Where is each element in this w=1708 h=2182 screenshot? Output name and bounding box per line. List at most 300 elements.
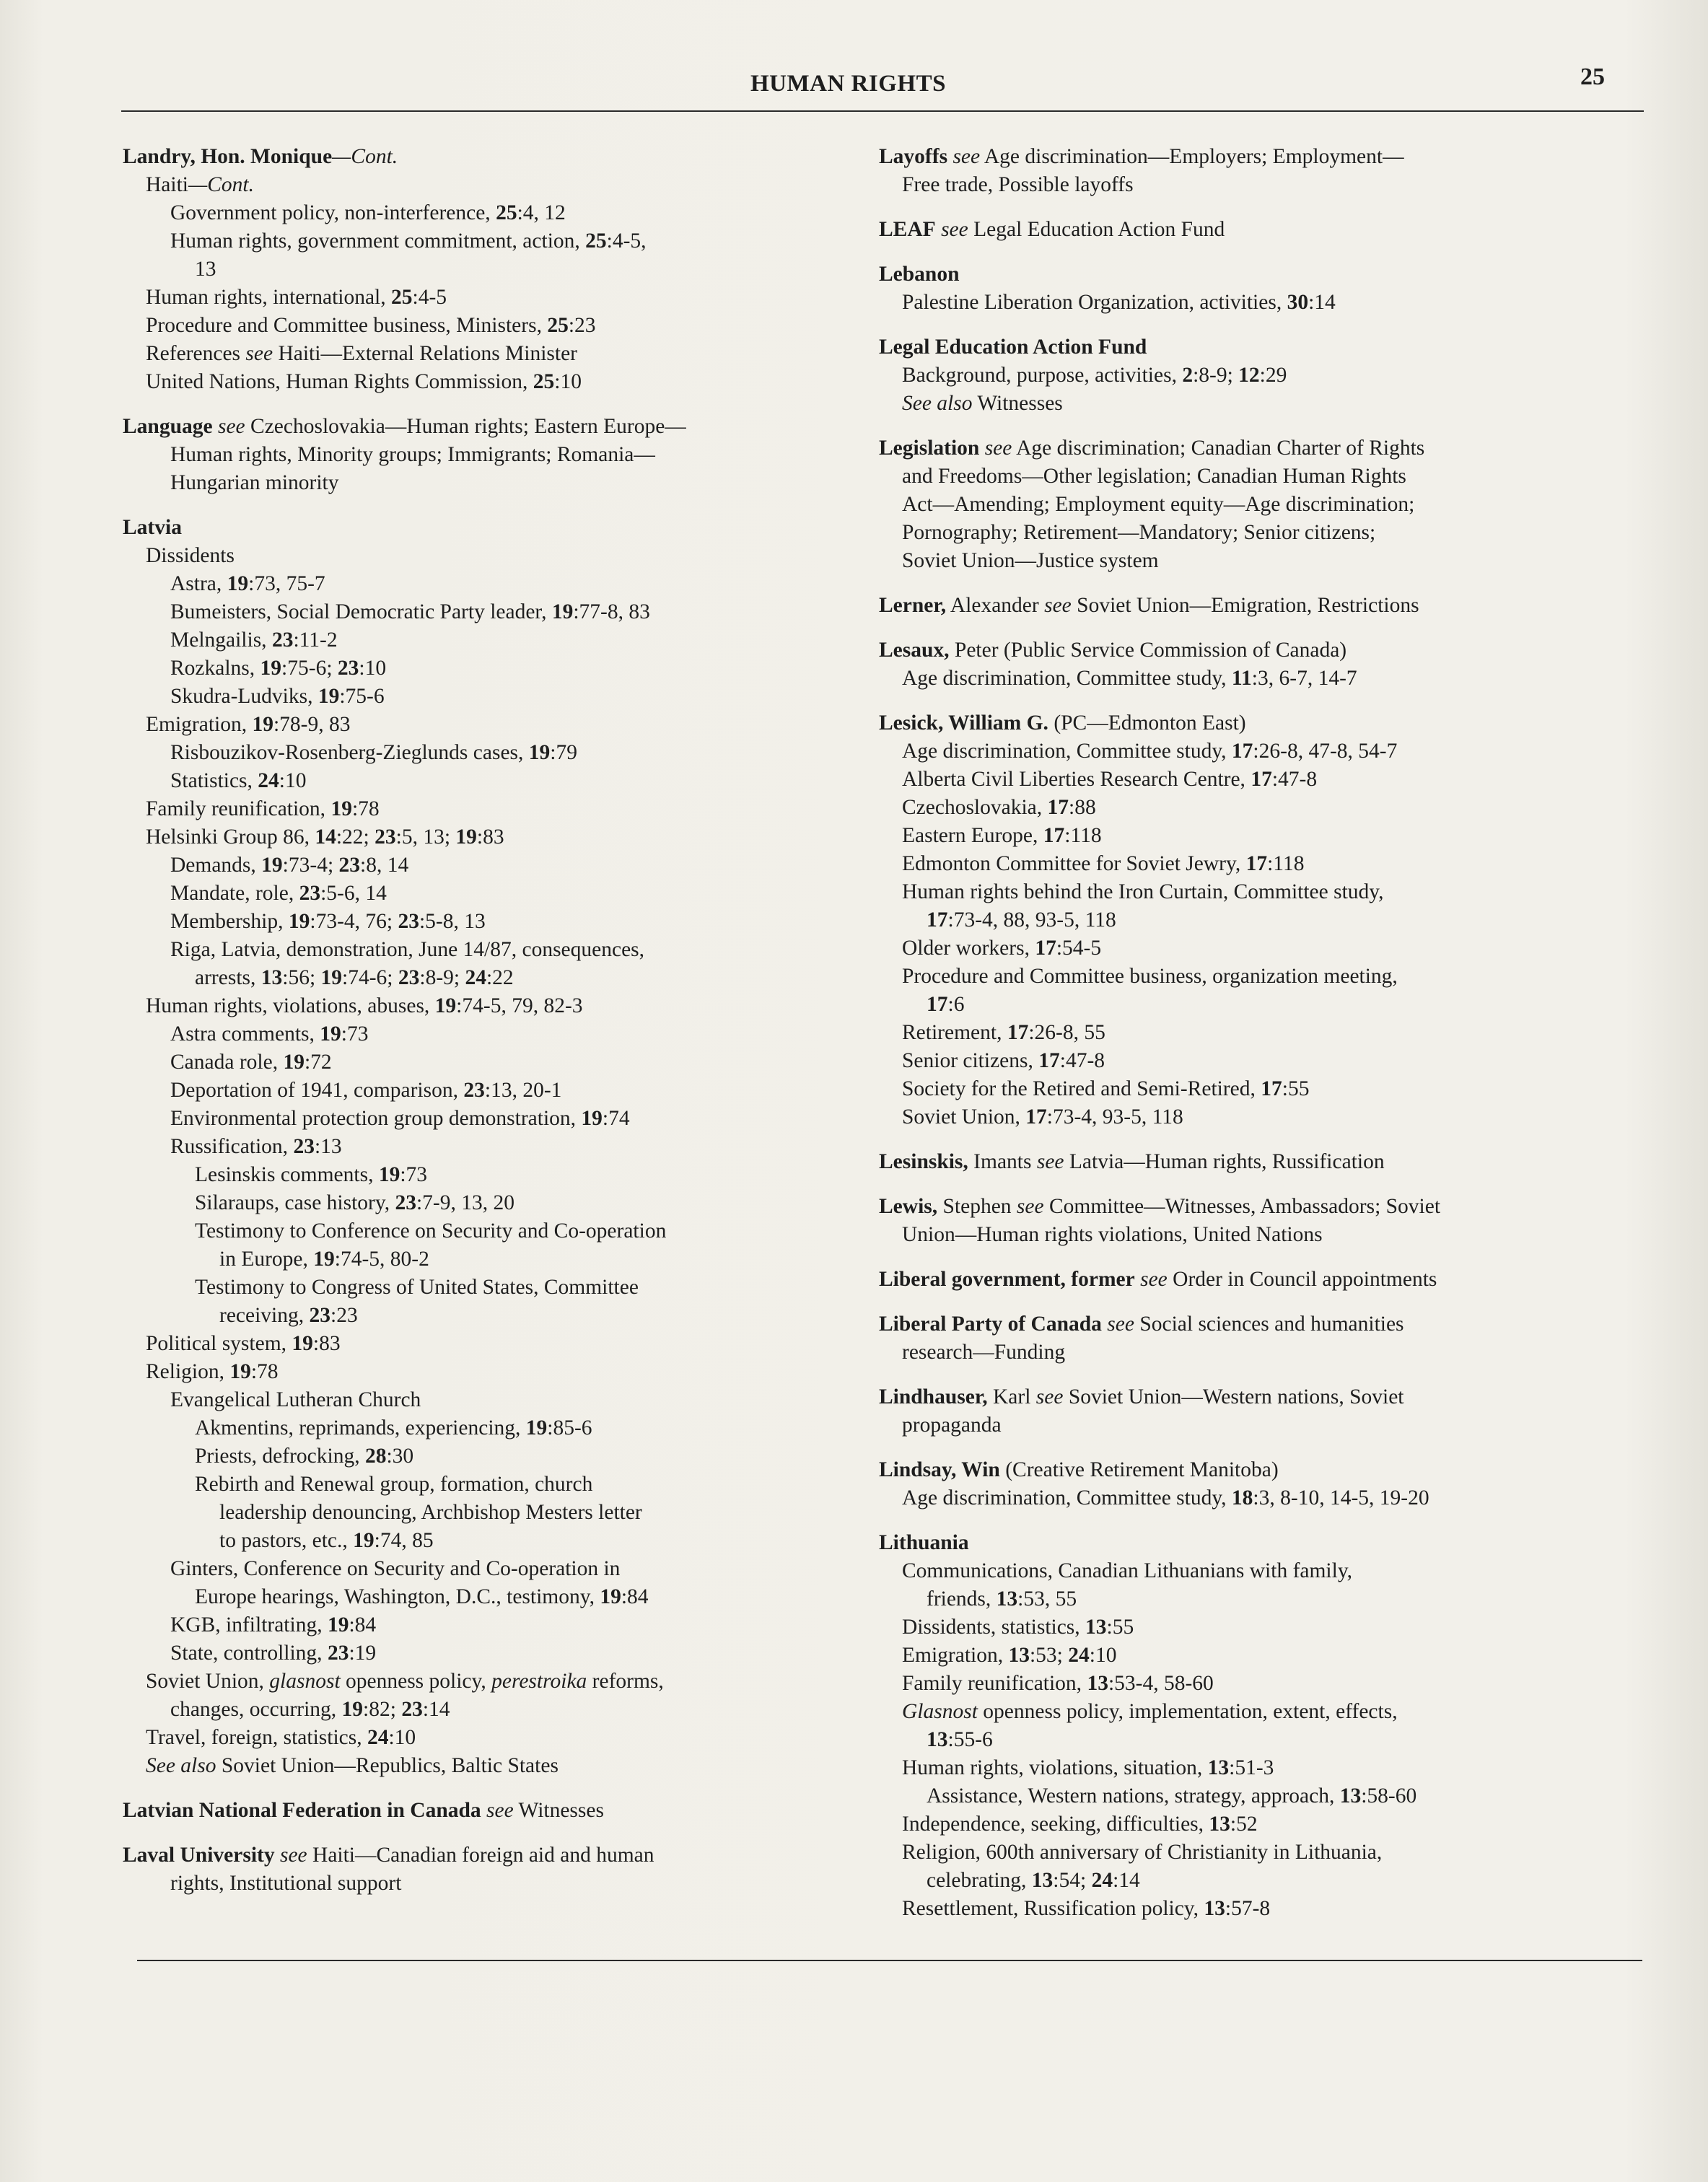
entry-heading-line [879, 592, 1615, 620]
subentry-line [879, 1613, 1615, 1642]
entry-text: Background, purpose, activities, [902, 364, 1183, 387]
entry-text: Melngailis, [170, 628, 272, 652]
entry-text: :29 [1259, 364, 1287, 387]
issue-ref: 25 [533, 370, 555, 393]
subentry-line [123, 598, 859, 626]
entry-text: Edmonton Committee for Soviet Jewry, [902, 852, 1246, 875]
subentry-line [123, 1752, 859, 1780]
bold-text: 19 [353, 1529, 375, 1552]
italic-text: see [1016, 1195, 1044, 1218]
bold-text: Lindsay, Win [879, 1458, 1000, 1481]
entry-text: State, controlling, [170, 1642, 328, 1665]
bold-text: Lesinskis, [879, 1150, 968, 1173]
cross-reference: rights, Institutional support [170, 1872, 402, 1895]
subentry-line [123, 1442, 859, 1471]
entry-text: Canada role, [170, 1051, 284, 1074]
italic-text: See also [146, 1754, 216, 1777]
subentry-line [879, 1698, 1615, 1726]
see-reference: see [245, 342, 273, 365]
italic-text: see [1036, 1150, 1064, 1173]
bold-text: 13 [927, 1728, 948, 1751]
bold-text: 14 [315, 825, 336, 849]
entry-text: Alexander [946, 594, 1045, 617]
subentry-line [123, 880, 859, 908]
bold-text: 19 [313, 1248, 335, 1271]
entry-text: Union—Human rights violations, United Nations [902, 1223, 1323, 1246]
entry-text: :84 [349, 1613, 377, 1636]
entry-text: :73, 75-7 [248, 572, 325, 595]
subentry-line [879, 991, 1615, 1019]
entry-text: :6 [947, 993, 965, 1016]
entry-text: :8, 14 [360, 854, 409, 877]
entry-text: :55-6 [947, 1728, 993, 1751]
entry-text: :73-4, 93-5, 118 [1046, 1105, 1183, 1129]
entry-heading: Language [123, 415, 213, 438]
entry-text: in Europe, [219, 1248, 314, 1271]
subentry-line [123, 964, 859, 992]
entry-text: Astra comments, [170, 1022, 320, 1046]
entry-text: Lesinskis comments, [195, 1163, 379, 1186]
entry-text: leadership denouncing, Archbishop Mesters letter [219, 1501, 642, 1524]
entry-text: receiving, [219, 1304, 310, 1327]
entry-text: :7-9, 13, 20 [416, 1191, 514, 1214]
entry-text: Religion, 600th anniversary of Christianity in Lithuania, [902, 1841, 1383, 1864]
subentry-line [879, 934, 1615, 963]
bold-text: Lesick, William G. [879, 711, 1048, 735]
entry-text: :84 [621, 1585, 649, 1608]
bold-text: Lithuania [879, 1531, 969, 1554]
entry-heading-line [879, 709, 1615, 737]
bold-text: 17 [927, 908, 948, 932]
italic-text: See also [902, 392, 973, 415]
subentry-line [123, 542, 859, 570]
entry-text: :14 [1113, 1869, 1140, 1892]
subentry-line [123, 711, 859, 739]
subentry-line [123, 1583, 859, 1611]
bold-text: 23 [337, 657, 359, 680]
cross-reference: Czechoslovakia—Human rights; Eastern Europe— [245, 415, 686, 438]
entry-text: Human rights, violations, situation, [902, 1756, 1208, 1779]
entry-heading: Landry, Hon. Monique [123, 145, 333, 168]
subentry-line [879, 794, 1615, 822]
subentry-line [123, 739, 859, 767]
bold-text: 19 [229, 1360, 251, 1383]
bold-text: 28 [364, 1445, 387, 1468]
page-ref: :4, 12 [517, 201, 566, 224]
entry-text: :118 [1064, 824, 1102, 847]
page-ref: :23 [568, 314, 596, 337]
bold-text: 13 [1207, 1756, 1230, 1779]
entry-text: Akmentins, reprimands, experiencing, [195, 1416, 526, 1440]
bold-text: 24 [367, 1726, 389, 1749]
bold-text: 23 [327, 1642, 349, 1665]
bold-text: 17 [1245, 852, 1268, 875]
entry-text: :82; [363, 1698, 402, 1721]
index-entry [879, 143, 1615, 199]
entry-text: Family reunification, [902, 1672, 1087, 1695]
entry-text: Testimony to Conference on Security and Co-operation [195, 1219, 667, 1243]
entry-text: Soviet Union—Republics, Baltic States [216, 1754, 559, 1777]
italic-text: perestroika [491, 1670, 587, 1693]
bold-text: 23 [395, 1191, 416, 1214]
subentry-line [123, 1386, 859, 1414]
entry-text: Soviet Union—Western nations, Soviet [1063, 1385, 1404, 1408]
subentry-text: References [146, 342, 246, 365]
entry-text: Age discrimination, Committee study, [902, 1486, 1232, 1510]
entry-text: Age discrimination; Canadian Charter of Rights [1012, 437, 1425, 460]
entry-text: Mandate, role, [170, 882, 299, 905]
entry-text: Astra, [170, 572, 227, 595]
subentry-text: Haiti [146, 173, 188, 196]
entry-text: Dissidents, statistics, [902, 1616, 1086, 1639]
bold-text: 19 [320, 1022, 341, 1046]
entry-text: :19 [349, 1642, 377, 1665]
bold-text: 17 [1025, 1105, 1047, 1129]
subentry-text: Government policy, non-interference, [170, 201, 496, 224]
entry-text: Helsinki Group 86, [146, 825, 315, 849]
entry-text: Independence, seeking, difficulties, [902, 1813, 1209, 1836]
entry-text: Rebirth and Renewal group, formation, church [195, 1473, 593, 1496]
entry-text: :8-9; [419, 966, 465, 989]
bold-text: 18 [1231, 1486, 1253, 1510]
entry-text: :13, 20-1 [484, 1079, 562, 1102]
entry-text: Environmental protection group demonstration, [170, 1107, 582, 1130]
entry-text: Risbouzikov-Rosenberg-Zieglunds cases, [170, 741, 529, 764]
bold-text: 17 [1038, 1049, 1060, 1072]
bold-text: 19 [378, 1163, 400, 1186]
entry-text: Peter (Public Service Commission of Canada) [949, 639, 1347, 662]
index-entry [879, 333, 1615, 418]
bold-text: LEAF [879, 218, 936, 241]
entry-text: :74, 85 [374, 1529, 434, 1552]
entry-text: :58-60 [1361, 1784, 1417, 1808]
entry-text: Senior citizens, [902, 1049, 1039, 1072]
entry-text: changes, occurring, [170, 1698, 342, 1721]
entry-text: :78 [351, 797, 380, 820]
bold-text: 23 [299, 882, 321, 905]
entry-text: Stephen [937, 1195, 1017, 1218]
bold-text: Lesaux, [879, 639, 950, 662]
index-entry [879, 1456, 1615, 1512]
entry-text: Imants [968, 1150, 1037, 1173]
subentry-line [879, 906, 1615, 934]
subentry-line [123, 1020, 859, 1048]
entry-text: Order in Council appointments [1167, 1268, 1437, 1291]
header-rule [121, 110, 1644, 112]
entry-text: Free trade, Possible layoffs [902, 173, 1134, 196]
subentry-line [879, 1047, 1615, 1075]
bold-text: 11 [1231, 667, 1252, 690]
issue-ref: 25 [496, 201, 517, 224]
bold-text: 17 [1007, 1021, 1029, 1044]
entry-text: :5-6, 14 [320, 882, 387, 905]
subentry-line [123, 1105, 859, 1133]
entry-text: :3, 8-10, 14-5, 19-20 [1253, 1486, 1429, 1510]
entry-text: :47-8 [1059, 1049, 1105, 1072]
issue-ref: 25 [585, 229, 607, 253]
subentry-line [879, 822, 1615, 850]
entry-text: :72 [304, 1051, 332, 1074]
index-entry [879, 216, 1615, 244]
bold-text: 17 [1047, 796, 1069, 819]
entry-heading: Laval University [123, 1844, 275, 1867]
bold-text: 2 [1182, 364, 1194, 387]
subentry-line [879, 491, 1615, 519]
entry-text: :54; [1053, 1869, 1092, 1892]
entry-heading-line [879, 1148, 1615, 1176]
entry-text: :53; [1029, 1644, 1069, 1667]
cross-reference: Haiti—External Relations Minister [273, 342, 578, 365]
entry-heading: Latvian National Federation in Canada [123, 1799, 481, 1822]
italic-text: see [1044, 594, 1072, 617]
index-entry [879, 1529, 1615, 1923]
bold-text: 19 [288, 910, 310, 933]
subentry-line [879, 1557, 1615, 1585]
entry-text: :74-6; [342, 966, 398, 989]
subentry-line [879, 1484, 1615, 1512]
entry-text: reforms, [587, 1670, 664, 1693]
subentry-line [123, 1668, 859, 1696]
bold-text: 13 [1031, 1869, 1054, 1892]
entry-text: Membership, [170, 910, 289, 933]
bold-text: 23 [293, 1135, 315, 1158]
entry-text: Political system, [146, 1332, 292, 1355]
bold-text: 19 [261, 854, 283, 877]
footer-rule [137, 1960, 1642, 1961]
bold-text: 24 [1068, 1644, 1090, 1667]
entry-text: :26-8, 47-8, 54-7 [1253, 740, 1398, 763]
bold-text: 19 [434, 994, 457, 1017]
subentry-line [879, 1895, 1615, 1923]
bold-text: Lindhauser, [879, 1385, 988, 1408]
entry-text: :54-5 [1056, 937, 1102, 960]
bold-text: 23 [271, 628, 294, 652]
index-entry [879, 1266, 1615, 1294]
subentry-line [123, 823, 859, 851]
index-entry [879, 1383, 1615, 1440]
subentry-line [879, 362, 1615, 390]
subentry-line [123, 1696, 859, 1724]
see-reference: see [212, 415, 245, 438]
bold-text: 19 [227, 572, 249, 595]
bold-text: Lebanon [879, 263, 960, 286]
subentry-line [879, 547, 1615, 575]
entry-text: :73-4; [282, 854, 339, 877]
bold-text: 13 [1204, 1897, 1225, 1920]
entry-text: Alberta Civil Liberties Research Centre, [902, 768, 1251, 791]
subentry-line [879, 1103, 1615, 1131]
subentry-line [123, 1639, 859, 1668]
entry-text: :79 [550, 741, 577, 764]
subentry-line [879, 665, 1615, 693]
entry-text: Russification, [170, 1135, 294, 1158]
see-reference: see [481, 1799, 514, 1822]
page-ref: :10 [554, 370, 582, 393]
entry-text: Retirement, [902, 1021, 1007, 1044]
subentry-line [879, 766, 1615, 794]
entry-text: :83 [312, 1332, 341, 1355]
subentry-text: Procedure and Committee business, Ministers, [146, 314, 548, 337]
subentry-line [123, 795, 859, 823]
bold-text: 17 [1035, 937, 1056, 960]
continued-marker: —Cont. [332, 145, 398, 168]
subentry-line [123, 1189, 859, 1217]
entry-text: Rozkalns, [170, 657, 260, 680]
entry-text: :73-4, 88, 93-5, 118 [947, 908, 1116, 932]
subentry-line [123, 1048, 859, 1077]
bold-text: Lerner, [879, 594, 947, 617]
bold-text: 24 [465, 966, 486, 989]
subentry-line [879, 1670, 1615, 1698]
bold-text: 23 [401, 1698, 423, 1721]
entry-text: :73 [400, 1163, 428, 1186]
entry-text: :3, 6-7, 14-7 [1251, 667, 1357, 690]
bold-text: 30 [1287, 291, 1309, 314]
subentry-line [123, 1217, 859, 1245]
subentry-line [123, 908, 859, 936]
subentry-line [879, 1411, 1615, 1440]
italic-text: see [979, 437, 1012, 460]
bold-text: 17 [1043, 824, 1065, 847]
entry-text: Act—Amending; Employment equity—Age discrimination; [902, 493, 1415, 516]
subentry-text: Human rights, government commitment, action, [170, 229, 586, 253]
subentry-line [879, 1839, 1615, 1867]
entry-text: :57-8 [1225, 1897, 1271, 1920]
index-entry [879, 1148, 1615, 1176]
entry-text: Social sciences and humanities [1134, 1313, 1404, 1336]
entry-text: :83 [476, 825, 504, 849]
bold-text: 13 [1209, 1813, 1230, 1836]
entry-text: Society for the Retired and Semi-Retired, [902, 1077, 1261, 1100]
subentry-line [879, 289, 1615, 317]
bold-text: Legislation [879, 437, 980, 460]
entry-text: :85-6 [547, 1416, 592, 1440]
cross-reference: Human rights, Minority groups; Immigrants; Romania— [170, 443, 655, 466]
subentry-line [123, 1414, 859, 1442]
entry-heading-line [879, 216, 1615, 244]
index-column-right [879, 143, 1615, 1940]
index-entry-language [123, 413, 859, 497]
subentry-line [123, 936, 859, 964]
bold-text: 19 [327, 1613, 349, 1636]
entry-text: :5-8, 13 [419, 910, 486, 933]
bold-text: 19 [292, 1332, 313, 1355]
subentry-line [879, 1810, 1615, 1839]
bold-text: 13 [1087, 1672, 1108, 1695]
italic-text: see [1035, 1385, 1064, 1408]
subentry-line [879, 1585, 1615, 1613]
bold-text: 23 [309, 1304, 330, 1327]
subentry-text: Human rights, international, [146, 286, 391, 309]
subentry-line [123, 570, 859, 598]
entry-text: Emigration, [902, 1644, 1009, 1667]
index-entry [879, 260, 1615, 317]
entry-text: Demands, [170, 854, 262, 877]
entry-text: Silaraups, case history, [195, 1191, 395, 1214]
bold-text: 24 [1091, 1869, 1113, 1892]
page-ref: :4-5 [412, 286, 447, 309]
bold-text: 23 [398, 910, 419, 933]
index-entry-latvia [123, 514, 859, 1780]
bold-text: 19 [320, 966, 343, 989]
issue-ref: 25 [547, 314, 569, 337]
entry-text: Procedure and Committee business, organization meeting, [902, 965, 1398, 988]
entry-text: :56; [282, 966, 321, 989]
bold-text: 19 [525, 1416, 548, 1440]
entry-text: :22; [336, 825, 375, 849]
italic-text: see [947, 145, 981, 168]
subentry-line [879, 1726, 1615, 1754]
cross-reference: Haiti—Canadian foreign aid and human [307, 1844, 654, 1867]
entry-text: Age discrimination—Employers; Employment— [980, 145, 1404, 168]
subentry-line [123, 767, 859, 795]
entry-text: :14 [1308, 291, 1336, 314]
entry-text: Soviet Union, [146, 1670, 270, 1693]
subentry-line [879, 1019, 1615, 1047]
subentry-line [123, 1274, 859, 1302]
subentry-line [879, 737, 1615, 766]
entry-text: :11-2 [293, 628, 338, 652]
page-title: HUMAN RIGHTS [750, 71, 946, 97]
subentry-line [879, 1754, 1615, 1782]
entry-text: Family reunification, [146, 797, 331, 820]
index-entry-latvian-federation [123, 1797, 859, 1825]
subentry-line [123, 654, 859, 683]
entry-text: Europe hearings, Washington, D.C., testimony, [195, 1585, 600, 1608]
page-ref: :4-5, [606, 229, 647, 253]
bold-text: 24 [258, 769, 279, 792]
entry-text: Skudra-Ludviks, [170, 685, 318, 708]
entry-text: Religion, [146, 1360, 230, 1383]
bold-text: 23 [338, 854, 361, 877]
entry-text: Witnesses [972, 392, 1063, 415]
entry-text: Priests, defrocking, [195, 1445, 365, 1468]
italic-text: glasnost [269, 1670, 341, 1693]
continued-marker: —Cont. [188, 173, 254, 196]
subentry-line [123, 992, 859, 1020]
entry-text: :51-3 [1229, 1756, 1274, 1779]
entry-text: Human rights, violations, abuses, [146, 994, 435, 1017]
entry-text: :5, 13; [395, 825, 456, 849]
index-entry [879, 1310, 1615, 1367]
bold-text: 19 [551, 600, 574, 623]
subentry-line [123, 1133, 859, 1161]
entry-text: Emigration, [146, 713, 253, 736]
entry-text: openness policy, implementation, extent, effects, [977, 1700, 1398, 1723]
entry-text: Latvia—Human rights, Russification [1064, 1150, 1385, 1173]
bold-text: Lewis, [879, 1195, 938, 1218]
entry-heading-line [879, 1383, 1615, 1411]
italic-text: see [935, 218, 968, 241]
entry-text: :53-4, 58-60 [1108, 1672, 1214, 1695]
entry-text: research—Funding [902, 1341, 1066, 1364]
index-entry [879, 592, 1615, 620]
bold-text: 12 [1238, 364, 1260, 387]
entry-text: :53, 55 [1017, 1587, 1077, 1611]
entry-text: Soviet Union—Justice system [902, 549, 1159, 572]
subentry-line [879, 1642, 1615, 1670]
entry-text: :74-5, 80-2 [334, 1248, 429, 1271]
subentry-line [123, 1611, 859, 1639]
entry-text: :73-4, 76; [310, 910, 398, 933]
entry-text: :10 [279, 769, 307, 792]
bold-text: 23 [375, 825, 396, 849]
bold-text: 17 [927, 993, 948, 1016]
bold-text: 17 [1231, 740, 1253, 763]
entry-text: Committee—Witnesses, Ambassadors; Soviet [1043, 1195, 1441, 1218]
see-reference: see [274, 1844, 307, 1867]
entry-text: (PC—Edmonton East) [1048, 711, 1246, 735]
